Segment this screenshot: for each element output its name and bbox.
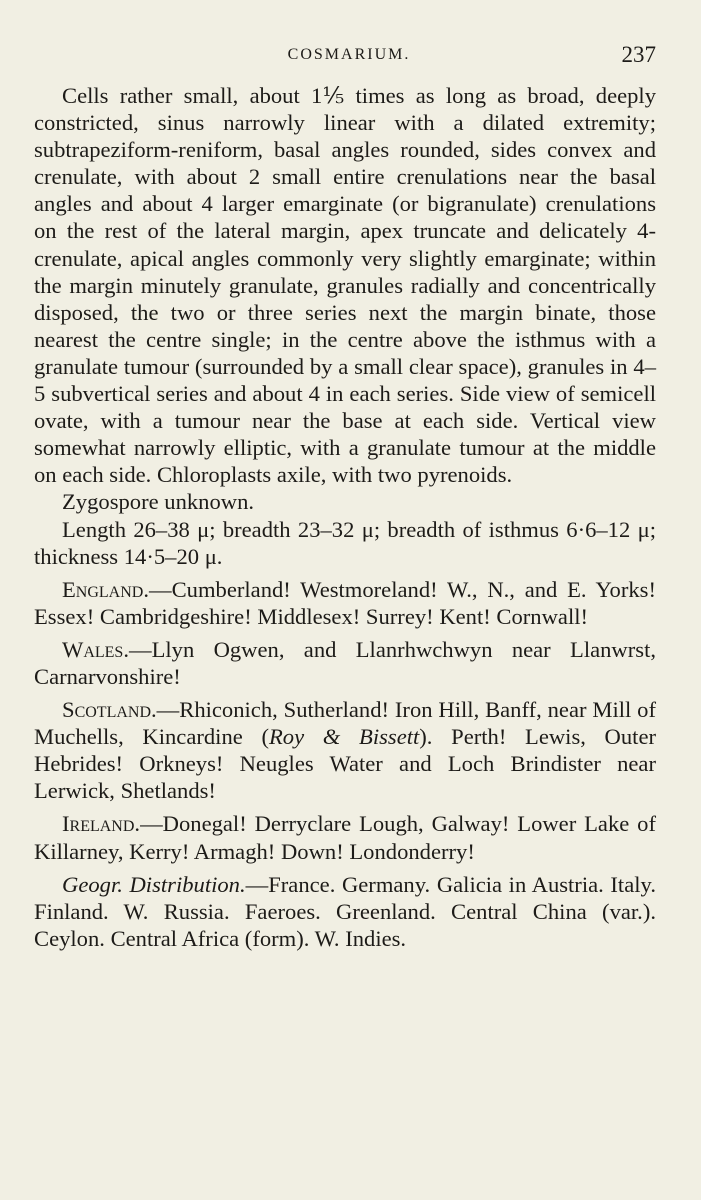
locality-ireland (34, 810, 656, 864)
locality-text-ireland: —Donegal! Derryclare Lough, Galway! Lower Lake of Killarney, Kerry! Armagh! Down! Londonderry! (34, 811, 656, 864)
geographic-distribution (34, 871, 656, 952)
page-number: 237 (621, 42, 656, 67)
locality-scotland (34, 696, 656, 804)
locality-text-wales: —Llyn Ogwen, and Llanrhwchwyn near Llanwrst, Carnarvonshire! (34, 636, 656, 689)
distribution-label: Geogr. Distribution. (62, 871, 246, 897)
locality-label-ireland: Ireland. (62, 811, 141, 837)
running-head (34, 42, 664, 72)
locality-label-wales: Wales. (62, 636, 129, 662)
running-title: COSMARIUM. (287, 46, 411, 63)
citation-roy-bissett: Roy & Bissett (268, 724, 420, 750)
measurements: Length 26–38 μ; breadth 23–32 μ; breadth of isthmus 6·6–12 μ; thickness 14·5–20 μ. (34, 516, 656, 569)
species-description: Cells rather small, about 1⅕ times as long as broad, deeply constricted, sinus narrowly linear with a dilated extremity; subtrapeziform-reniform, basal angles rounded, sides convex and crenulate, with about 2 small entire crenulations near the basal angles and about 4 larger emarginate (or bigranulate) crenulations on the rest of the lateral margin, apex truncate and delicately 4-crenulate, apical angles commonly very slightly emarginate; within the margin minutely granulate, granules radially and concentrically disposed, the two or three series next the margin binate, those nearest the centre single; in the centre above the isthmus with a granulate tumour (surrounded by a small clear space), granules in 4–5 subvertical series and about 4 in each series. Side view of semicell ovate, with a tumour near the base at each side. Vertical view somewhat narrowly elliptic, with a granulate tumour at the middle on each side. Chloroplasts axile, with two pyrenoids. (34, 83, 656, 488)
body-text (34, 82, 656, 952)
locality-label-scotland: Scotland. (62, 697, 157, 723)
locality-wales (34, 636, 656, 690)
locality-label-england: England. (62, 576, 149, 602)
zygospore-note: Zygospore unknown. (62, 489, 255, 515)
locality-text-england: —Cumberland! Westmoreland! W., N., and E. Yorks! Essex! Cambridgeshire! Middlesex! Surrey! Kent! Cornwall! (34, 576, 656, 629)
distribution-text: —France. Germany. Galicia in Austria. Italy. Finland. W. Russia. Faeroes. Greenland. Central China (var.). Ceylon. Central Africa (form). W. Indies. (34, 871, 656, 951)
locality-text-scotland-b: ). Perth! Lewis, Outer Hebrides! Orkneys! Neugles Water and Loch Brindister near Lerwick, Shetlands! (34, 724, 656, 804)
locality-text-scotland-a: —Rhiconich, Sutherland! Iron Hill, Banff, near Mill of Muchells, Kincardine ( (34, 697, 656, 750)
locality-england (34, 576, 656, 630)
